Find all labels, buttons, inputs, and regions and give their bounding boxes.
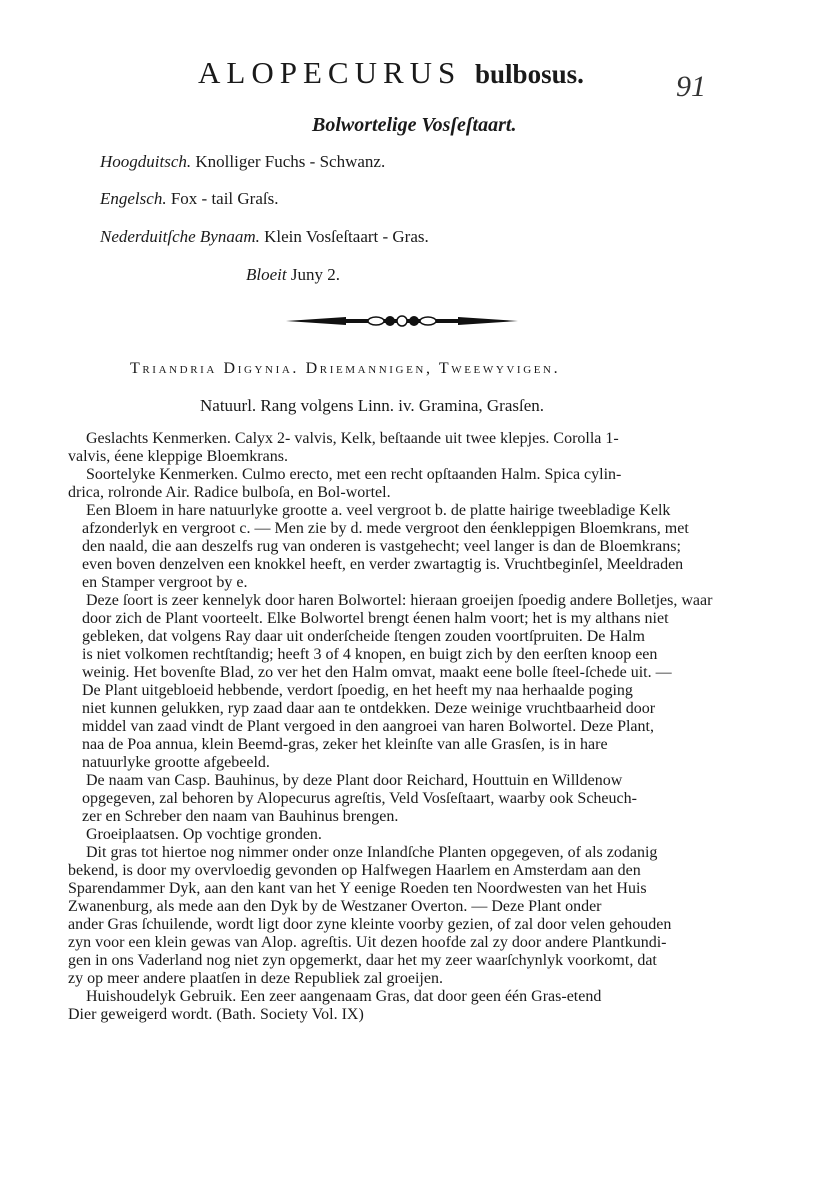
text-line: Een Bloem in hare natuurlyke grootte a. veel vergroot b. de platte hairige tweebladige Kelk [86, 502, 671, 519]
text-line: Dit gras tot hiertoe nog nimmer onder onze Inlandſche Planten opgegeven, of als zodanig [86, 844, 658, 861]
dutch-name: Bolwortelige Vosſeſtaart. [312, 114, 517, 136]
name-german-value: Knolliger Fuchs - Schwanz. [195, 152, 386, 171]
page-title [198, 55, 584, 91]
text-line: afzonderlyk en vergroot c. — Men zie by d. mede vergroot den éenkleppigen Bloemkrans, met [82, 520, 689, 537]
text-line: zer en Schreber den naam van Bauhinus brengen. [82, 808, 399, 825]
ornament-divider [286, 313, 518, 329]
text-line: opgegeven, zal behoren by Alopecurus agreſtis, Veld Vosſeſtaart, waarby ook Scheuch- [82, 790, 637, 807]
text-line: Huishoudelyk Gebruik. Een zeer aangenaam Gras, dat door geen één Gras-etend [86, 988, 602, 1005]
text-line: niet kunnen gelukken, ryp zaad daar aan te ontdekken. Deze weinige vruchtbaarheid door [82, 700, 656, 717]
text-line: Geslachts Kenmerken. Calyx 2- valvis, Kelk, beſtaande uit twee klepjes. Corolla 1- [86, 430, 619, 447]
natural-order: Natuurl. Rang volgens Linn. iv. Gramina, Grasſen. [200, 396, 545, 415]
flowering-time [246, 265, 340, 285]
text-line: Deze ſoort is zeer kennelyk door haren Bolwortel: hieraan groeijen ſpoedig andere Bolletjes, waar [86, 592, 713, 609]
text-line: Soortelyke Kenmerken. Culmo erecto, met een recht opſtaanden Halm. Spica cylin- [86, 466, 622, 483]
text-line: natuurlyke grootte afgebeeld. [82, 754, 270, 771]
text-line: gebleken, dat volgens Ray daar uit onderſcheide ſtengen zouden voortſpruiten. De Halm [82, 628, 645, 645]
text-line: door zich de Plant voorteelt. Elke Bolwortel brengt éenen halm voort; het is my althans niet [82, 610, 669, 627]
flowering-value: Juny 2. [290, 265, 340, 284]
text-line: middel van zaad vindt de Plant vergoed in den aangroei van haren Bolwortel. Deze Plant, [82, 718, 654, 735]
text-line: en Stamper vergroot by e. [82, 574, 248, 591]
text-line: zyn voor een klein gewas van Alop. agreſtis. Uit dezen hoofde zal zy door andere Plantkundi- [68, 934, 667, 951]
name-english-value: Fox - tail Graſs. [170, 189, 279, 208]
species-name: bulbosus. [475, 59, 584, 89]
name-german-label: Hoogduitsch. [100, 152, 192, 171]
text-line: den naald, die aan deszelfs rug van onderen is vastgehecht; veel langer is dan de Bloemkrans; [82, 538, 681, 555]
name-german [100, 152, 385, 172]
text-line: ander Gras ſchuilende, wordt ligt door zyne kleinte voorby gezien, of zal door velen gehouden [68, 916, 672, 933]
text-line: gen in ons Vaderland nog niet zyn opgemerkt, daar het my zeer waarſchynlyk voorkomt, dat [68, 952, 657, 969]
text-line: zy op meer andere plaatſen in deze Republiek zal groeijen. [68, 970, 443, 987]
flowering-label: Bloeit [246, 265, 287, 284]
name-english-label: Engelsch. [100, 189, 167, 208]
text-line: De Plant uitgebloeid hebbende, verdort ſpoedig, en het heeft my naa herhaalde poging [82, 682, 633, 699]
text-line: drica, rolronde Air. Radice bulboſa, en Bol-wortel. [68, 484, 391, 501]
page-number: 91 [676, 70, 706, 103]
name-dutch-label: Nederduitſche Bynaam. [100, 227, 260, 246]
genus-name: ALOPECURUS [198, 55, 462, 90]
linnaean-class: Triandria Digynia. Driemannigen, Tweewyvigen. [130, 360, 561, 377]
text-line: Zwanenburg, als mede aan den Dyk by de Westzaner Overton. — Deze Plant onder [68, 898, 602, 915]
name-dutch [100, 227, 429, 247]
text-line: valvis, éene kleppige Bloemkrans. [68, 448, 288, 465]
text-line: is niet volkomen rechtſtandig; heeft 3 of 4 knopen, en buigt zich by den eerſten knoop een [82, 646, 658, 663]
body-text [68, 430, 712, 1024]
name-dutch-value: Klein Vosſeſtaart - Gras. [264, 227, 429, 246]
text-line: Dier geweigerd wordt. (Bath. Society Vol. IX) [68, 1006, 364, 1023]
text-line: De naam van Casp. Bauhinus, by deze Plant door Reichard, Houttuin en Willdenow [86, 772, 623, 789]
name-english [100, 189, 278, 209]
text-line: weinig. Het bovenſte Blad, zo ver het den Halm omvat, maakt eene bolle ſteel-ſchede uit. — [82, 664, 672, 681]
text-line: even boven denzelven een knokkel heeft, en verder zwartagtig is. Vruchtbeginſel, Meeldraden [82, 556, 684, 573]
text-line: bekend, is door my overvloedig gevonden op Halfwegen Haarlem en Amsterdam aan den [68, 862, 641, 879]
text-line: Sparendammer Dyk, aan den kant van het Y eenige Roeden ten Noordwesten van het Huis [68, 880, 647, 897]
text-line: naa de Poa annua, klein Beemd-gras, zeker het kleinſte van alle Grasſen, is in hare [82, 736, 608, 753]
text-line: Groeiplaatsen. Op vochtige gronden. [86, 826, 322, 843]
